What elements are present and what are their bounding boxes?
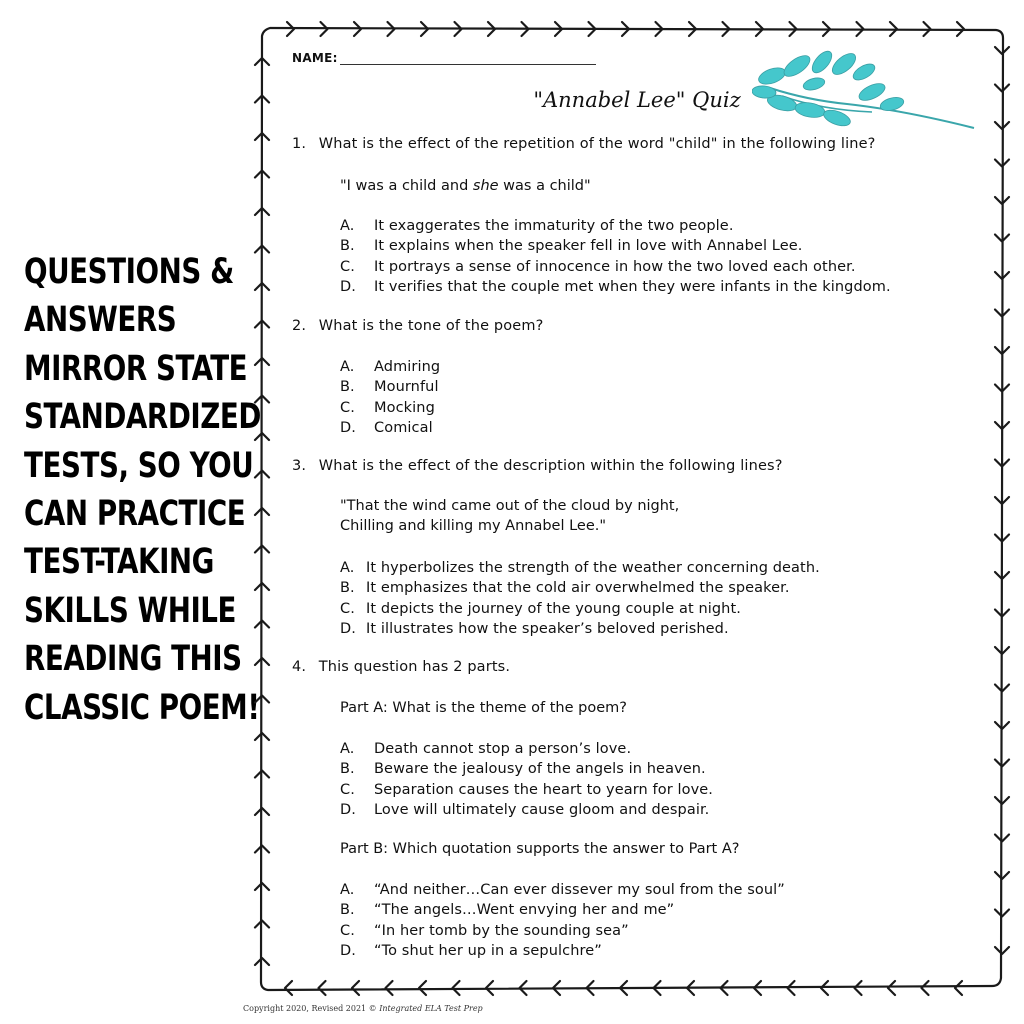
frame-chevron	[285, 981, 292, 995]
choice-text: Mocking	[374, 399, 435, 416]
answer-choice	[340, 780, 713, 800]
choice-text: Death cannot stop a person’s love.	[374, 741, 632, 757]
choice-letter: C.	[340, 258, 355, 275]
part-b-choices	[340, 880, 785, 961]
choice-text: It exaggerates the immaturity of the two people.	[374, 218, 734, 234]
copyright-brand: Integrated ELA Test Prep	[379, 1004, 483, 1013]
choice-text: Admiring	[374, 359, 441, 375]
choice-text: Separation causes the heart to yearn for love.	[374, 781, 714, 798]
quote-text: "I was a child and	[340, 178, 473, 194]
question-1-quote	[340, 176, 591, 196]
answer-choice	[340, 599, 820, 619]
promo-line: CLASSIC POEM!	[24, 687, 260, 728]
choice-text: It explains when the speaker fell in love with Annabel Lee.	[374, 238, 803, 255]
copyright-text: Copyright 2020, Revised 2021 ©	[243, 1004, 380, 1013]
choice-letter: B.	[340, 238, 355, 255]
frame-chevron	[955, 981, 962, 995]
question-1-choices	[340, 216, 891, 297]
question-3-quote	[340, 496, 679, 536]
question-number: 4.	[292, 659, 307, 675]
question-number: 3.	[292, 458, 307, 474]
frame-chevron	[922, 981, 929, 995]
choice-letter: B.	[340, 902, 355, 919]
quiz-worksheet	[292, 46, 972, 976]
choice-letter: D.	[340, 801, 356, 818]
choice-text: “To shut her up in a sepulchre”	[374, 942, 602, 959]
answer-choice	[340, 578, 820, 598]
name-label: NAME:	[292, 51, 338, 65]
answer-choice	[340, 398, 440, 418]
part-a-prompt: Part A: What is the theme of the poem?	[340, 700, 627, 716]
question-4	[292, 659, 510, 675]
answer-choice	[340, 418, 440, 438]
frame-chevron	[419, 981, 426, 995]
promo-line: MIRROR STATE	[24, 348, 248, 389]
choice-letter: A.	[340, 882, 355, 898]
question-number: 2.	[292, 318, 307, 334]
answer-choice	[340, 941, 785, 961]
question-3-choices	[340, 558, 820, 639]
part-a-choices	[340, 739, 713, 820]
choice-text: It hyperbolizes the strength of the weather concerning death.	[366, 560, 820, 576]
frame-chevron	[888, 981, 895, 995]
quote-line: "That the wind came out of the cloud by night,	[340, 498, 680, 514]
question-text: What is the effect of the repetition of the word "child" in the following line?	[318, 136, 876, 152]
choice-text: It depicts the journey of the young couple at night.	[366, 600, 741, 617]
choice-text: Comical	[374, 419, 433, 436]
choice-letter: B.	[340, 379, 355, 396]
question-2	[292, 318, 544, 334]
choice-text: Beware the jealousy of the angels in heaven.	[374, 761, 706, 778]
answer-choice	[340, 558, 820, 578]
answer-choice	[340, 900, 785, 920]
answer-choice	[340, 277, 891, 297]
choice-letter: A.	[340, 560, 355, 576]
promo-line: SKILLS WHILE	[24, 590, 237, 631]
choice-text: It portrays a sense of innocence in how the two loved each other.	[374, 258, 856, 275]
choice-letter: D.	[340, 620, 356, 637]
promo-line: READING THIS	[24, 639, 242, 680]
choice-text: Love will ultimately cause gloom and despair.	[374, 801, 710, 818]
choice-letter: C.	[340, 781, 355, 798]
quote-text: was a child"	[498, 178, 591, 194]
promo-line: CAN PRACTICE	[24, 494, 246, 535]
answer-choice	[340, 377, 440, 397]
question-number: 1.	[292, 136, 307, 152]
frame-chevron	[319, 981, 326, 995]
answer-choice	[340, 257, 891, 277]
promo-line: STANDARDIZED	[24, 397, 261, 438]
choice-letter: B.	[340, 761, 355, 778]
choice-letter: A.	[340, 218, 355, 234]
choice-letter: A.	[340, 741, 355, 757]
question-text: What is the tone of the poem?	[318, 318, 544, 334]
choice-letter: D.	[340, 278, 356, 295]
choice-text: “In her tomb by the sounding sea”	[374, 922, 629, 939]
name-underline	[340, 52, 596, 65]
frame-chevron	[855, 981, 862, 995]
question-text: What is the effect of the description within the following lines?	[318, 458, 783, 474]
frame-chevron	[386, 981, 393, 995]
answer-choice	[340, 216, 891, 236]
choice-text: “And neither…Can ever dissever my soul from the soul”	[374, 882, 785, 898]
choice-text: Mournful	[374, 379, 439, 396]
choice-letter: A.	[340, 359, 355, 375]
part-b-prompt: Part B: Which quotation supports the answer to Part A?	[340, 841, 740, 857]
choice-letter: C.	[340, 600, 355, 617]
quiz-title: "Annabel Lee" Quiz	[533, 88, 741, 112]
choice-letter: C.	[340, 922, 355, 939]
name-field	[292, 51, 596, 65]
answer-choice	[340, 236, 891, 256]
choice-text: It verifies that the couple met when they were infants in the kingdom.	[374, 278, 891, 295]
choice-text: It illustrates how the speaker’s beloved perished.	[366, 620, 729, 637]
choice-text: It emphasizes that the cold air overwhelmed the speaker.	[366, 580, 790, 597]
question-text: This question has 2 parts.	[318, 659, 511, 675]
answer-choice	[340, 357, 440, 377]
quote-emphasis: she	[472, 178, 499, 194]
answer-choice	[340, 921, 785, 941]
promo-line: TESTS, SO YOU	[24, 445, 254, 486]
question-2-choices	[340, 357, 440, 438]
promo-line: QUESTIONS &	[24, 252, 234, 292]
choice-letter: C.	[340, 399, 355, 416]
answer-choice	[340, 739, 713, 759]
question-1	[292, 136, 876, 152]
choice-text: “The angels…Went envying her and me”	[374, 902, 675, 919]
promo-line: ANSWERS	[24, 300, 177, 341]
choice-letter: B.	[340, 580, 355, 597]
choice-letter: D.	[340, 942, 356, 959]
answer-choice	[340, 619, 820, 639]
quote-line: Chilling and killing my Annabel Lee."	[340, 518, 607, 534]
frame-chevron	[352, 981, 359, 995]
question-3	[292, 458, 783, 474]
choice-letter: D.	[340, 419, 356, 436]
copyright-notice	[243, 1004, 483, 1013]
promo-line: TEST-TAKING	[24, 542, 214, 583]
answer-choice	[340, 800, 713, 820]
answer-choice	[340, 880, 785, 900]
answer-choice	[340, 759, 713, 779]
